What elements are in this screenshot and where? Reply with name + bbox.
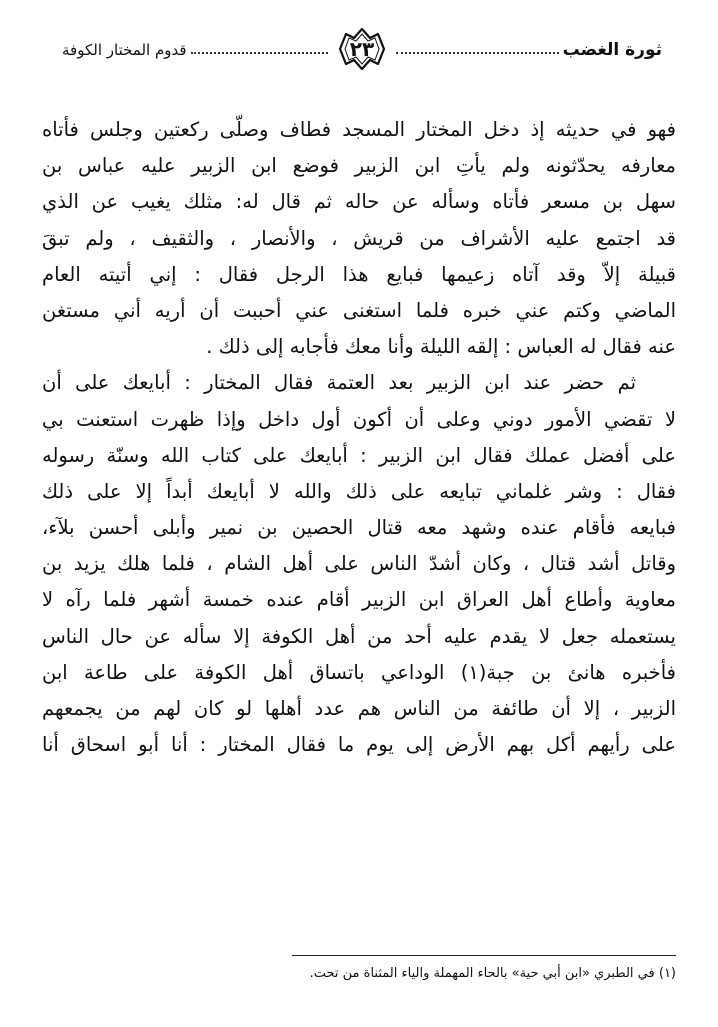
header-dotted-leader-left	[191, 52, 328, 54]
text-line: معارفه يحدّثونه ولم يأتِ ابن الزبير فوضع ابن الزبير عليه عباس بن	[42, 154, 676, 178]
text-line: فبايعه فأقام عنده وشهد معه قتال الحصين بن نمير وأبلى أحسن بلآء،	[42, 516, 676, 540]
text-line: معاوية وأطاع أهل العراق ابن الزبير أقام عنده خمسة أشهر فلما رآه لا	[42, 588, 676, 612]
footnote: (١) في الطبري «ابن أبي حية» بالحاء المهملة والياء المثناة من تحت.	[309, 966, 676, 981]
footnote-divider	[292, 955, 676, 956]
header-book-group	[396, 38, 662, 62]
text-line: وقاتل أشد قتال ، وكان أشدّ الناس على أهل الشام ، فلما هلك يزيد بن	[42, 552, 676, 576]
page-number-badge	[332, 26, 392, 72]
text-line: فأخبره هانئ بن جبة(١) الوداعي باتساق أهل الكوفة على طاعة ابن	[42, 660, 676, 684]
text-line: قد اجتمع عليه الأشراف من قريش ، والأنصار ، والثقيف ، ولم تبقَ	[42, 226, 676, 250]
page-number: ٢٣	[349, 37, 375, 61]
text-line: عنه فقال له العباس : إلقه الليلة وأنا معك فأجابه إلى ذلك .	[206, 335, 676, 359]
header-chapter-group	[62, 38, 328, 62]
text-line: فقال : وشر غلماني تبايعه على ذلك والله لا أبايعك أبداً إلا على ذلك	[42, 479, 676, 503]
body-text	[42, 112, 676, 763]
book-title: ثورة الغضب	[562, 40, 662, 60]
chapter-title: قدوم المختار الكوفة	[62, 41, 187, 59]
text-line: فهو في حديثه إذ دخل المختار المسجد فطاف وصلّى ركعتين وجلس فأتاه	[42, 118, 676, 141]
running-header	[62, 26, 662, 74]
text-line: على أفضل عملك فقال ابن الزبير : أبايعك على كتاب الله وسنّة رسوله	[42, 443, 676, 467]
text-line: الزبير ، إلا أن طائفة من الناس هم عدد أهلها لو كان لهم من يجمعهم	[42, 697, 676, 720]
text-line: سهل بن مسعر فأتاه وسأله عن حاله ثم قال له: مثلك يغيب عن الذي	[42, 190, 676, 214]
text-line: ثم حضر عند ابن الزبير بعد العتمة فقال المختار : أبايعك على أن	[42, 371, 636, 395]
text-line: الماضي وكتم عني خبره فلما استغنى عني أحببت أن أريه أني مستغن	[42, 298, 676, 322]
text-line: قبيلة إلاّ وقد آتاه زعيمها فبايع هذا الرجل فقال : إني أتيته العام	[42, 262, 676, 286]
text-line: يستعمله جعل لا يقدم عليه أحد من أهل الكوفة إلا سأله عن حال الناس	[42, 624, 676, 648]
header-dotted-leader-right	[396, 52, 559, 54]
text-line: على رأيهم أكل بهم الأرض إلى يوم ما فقال المختار : أنا أبو اسحاق أنا	[42, 733, 676, 757]
text-line: لا تقضي الأمور دوني وعلى أن أكون أول داخل وإذا ظهرت استعنت بي	[42, 407, 676, 431]
